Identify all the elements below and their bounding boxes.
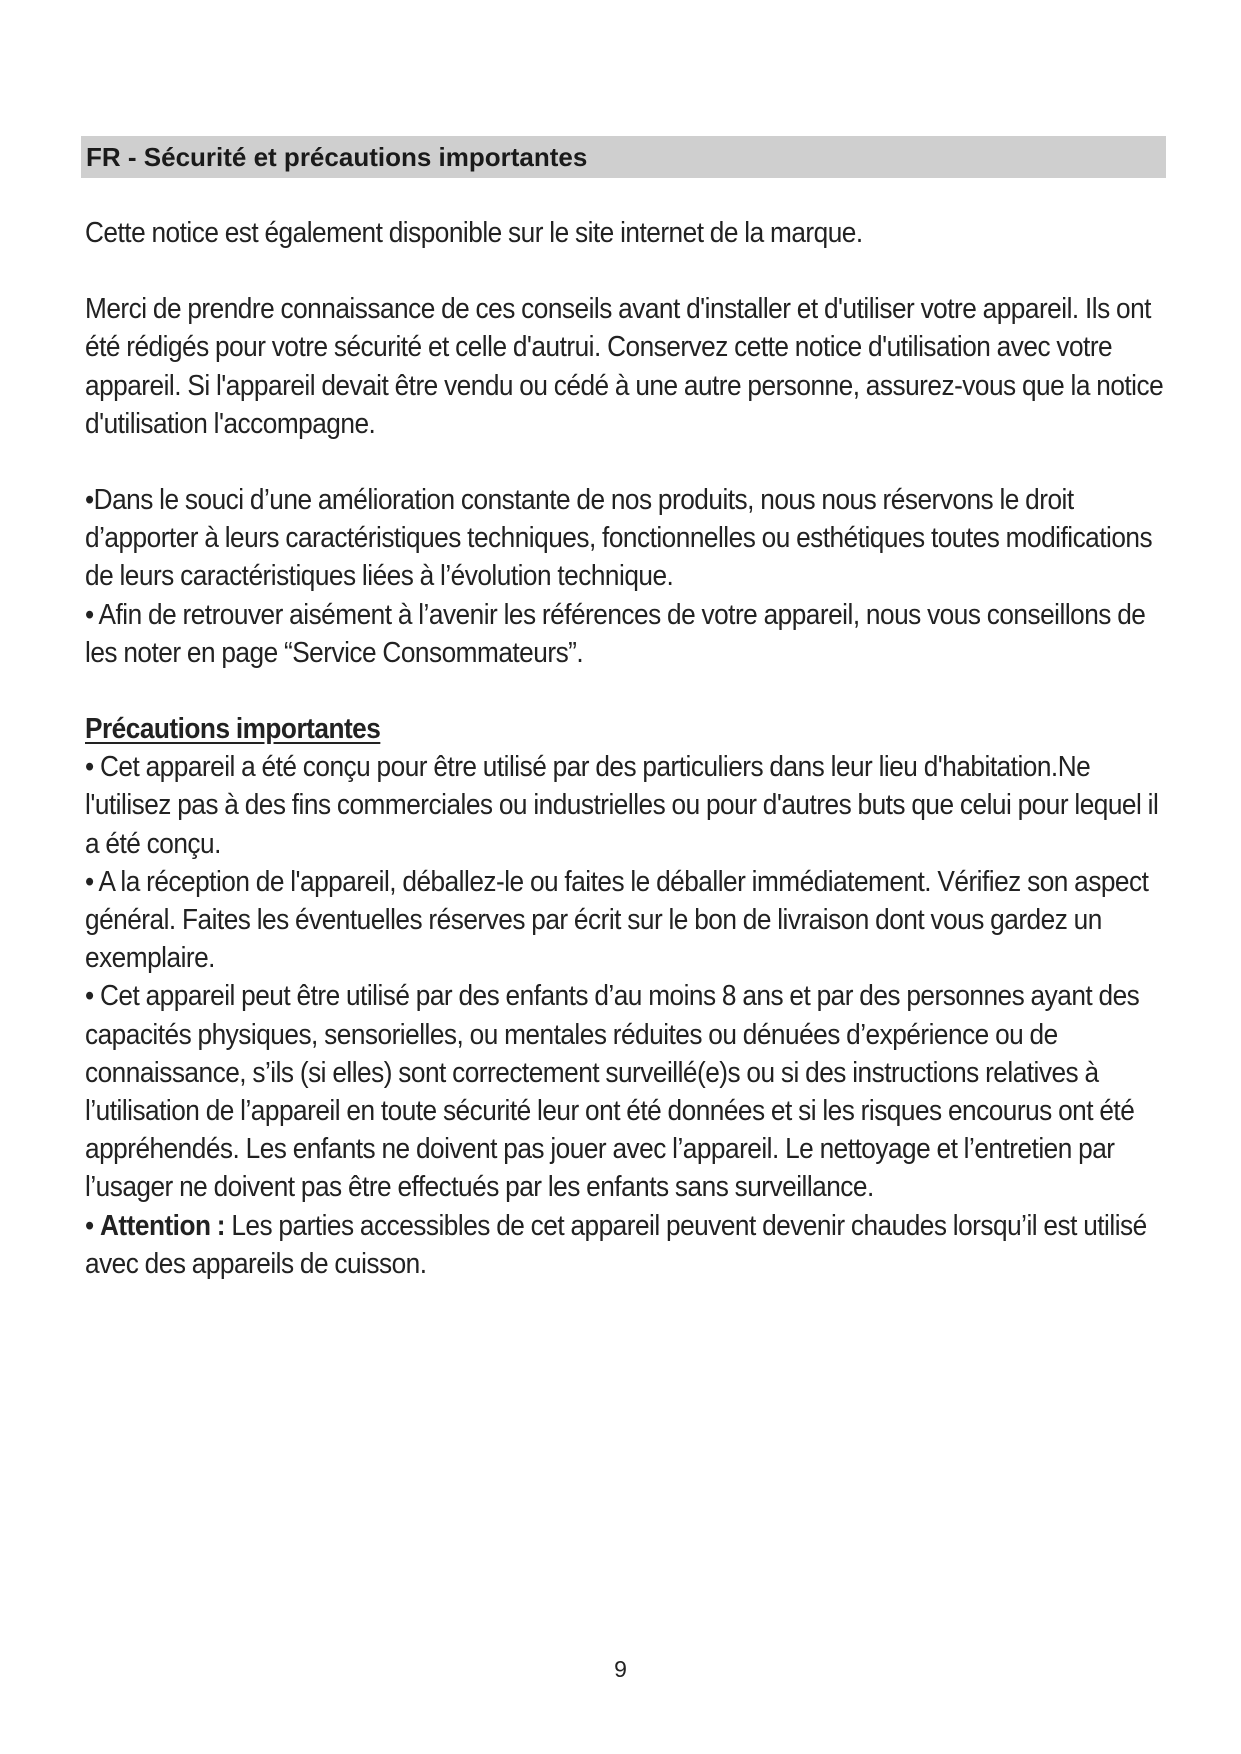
paragraph-gap <box>85 672 1171 710</box>
precaution-item-reception: • A la réception de l'appareil, déballez-le ou faites le déballer immédiatement. Vérifiez son aspect général. Faites les éventuelles réserves par écrit sur le bon de livraison dont vous gardez un exemplaire. <box>85 865 1149 975</box>
precautions-heading: Précautions importantes <box>85 713 381 746</box>
precaution-item-attention <box>85 1207 1171 1283</box>
precaution-item-children: • Cet appareil peut être utilisé par des enfants d’au moins 8 ans et par des personnes ayant des capacités physiques, sensorielles, ou mentales réduites ou dénuées d’expérience ou de connaissance, s’ils (si elles) sont correctement surveillé(e)s ou si des instructions relatives à l’utilisation de l’appareil en toute sécurité leur ont été données et si les risques encourus ont été appréhendés. Les enfants ne doivent pas jouer avec l’appareil. Le nettoyage et l’entretien par l’usager ne doivent pas être effectués par les enfants sans surveillance. <box>85 980 1140 1204</box>
precaution-item-usage: • Cet appareil a été conçu pour être utilisé par des particuliers dans leur lieu d'habitation.Ne l'utilisez pas à des fins commerciales ou industrielles ou pour d'autres buts que celui pour lequel il a été conçu. <box>85 751 1159 860</box>
improvement-note: •Dans le souci d’une amélioration constante de nos produits, nous nous réservons le droit d’apporter à leurs caractéristiques techniques, fonctionnelles ou esthétiques toutes modifications de leurs caractéristiques liées à l’évolution technique. <box>85 484 1153 593</box>
advice-paragraph: Merci de prendre connaissance de ces conseils avant d'installer et d'utiliser votre appareil. Ils ont été rédigés pour votre sécurité et celle d'autrui. Conservez cette notice d'utilisation avec votre appareil. Si l'appareil devait être vendu ou cédé à une autre personne, assurez-vous que la notice d'utilisation l'accompagne. <box>85 293 1164 440</box>
paragraph-gap <box>85 443 1171 481</box>
paragraph-gap <box>85 252 1171 290</box>
attention-label: Attention : <box>99 1209 226 1242</box>
body-text <box>85 214 1171 1283</box>
availability-paragraph: Cette notice est également disponible sur le site internet de la marque. <box>85 217 863 249</box>
references-note: • Afin de retrouver aisément à l’avenir les références de votre appareil, nous vous conseillons de les noter en page “Service Consommateurs”. <box>85 598 1146 669</box>
section-header <box>81 136 1166 178</box>
attention-bullet: • <box>85 1209 100 1242</box>
attention-text: Les parties accessibles de cet appareil peuvent devenir chaudes lorsqu’il est utilisé avec des appareils de cuisson. <box>85 1209 1147 1280</box>
page-number: 9 <box>614 1656 627 1682</box>
section-title: FR - Sécurité et précautions importantes <box>86 141 588 172</box>
